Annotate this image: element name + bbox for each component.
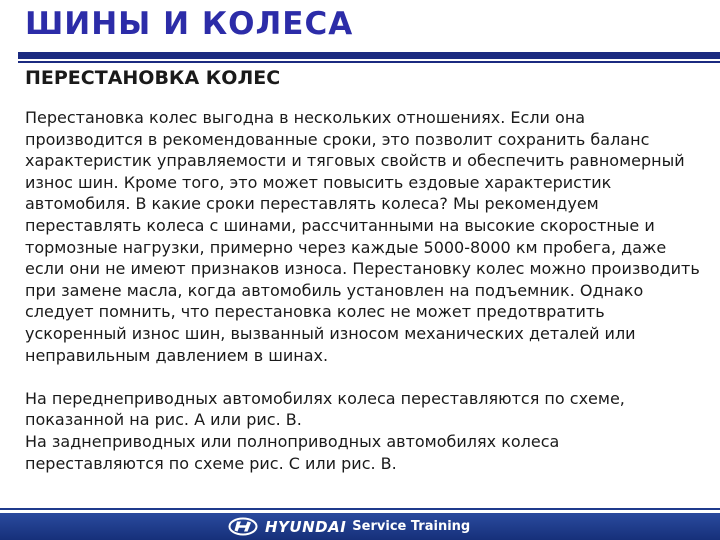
title-divider <box>18 52 720 59</box>
slide-title: ШИНЫ И КОЛЕСА <box>25 6 354 42</box>
footer-brand <box>228 517 470 536</box>
footer-bar <box>0 513 720 540</box>
paragraph-rotation-benefits: Перестановка колес выгодна в нескольких отношениях. Если она производится в рекомендованные сроки, это позволит сохранить баланс характеристик управляемости и тяговых свойств и обеспечить равномерный износ шин. Кроме того, это может повысить ездовые характеристик автомобиля. В какие сроки переставлять колеса? Мы рекомендуем переставлять колеса с шинами, рассчитанными на высокие скоростные и тормозные нагрузки, примерно через каждые 5000-8000 км пробега, даже если они не имеют признаков износа. Перестановку колес можно производить при замене масла, когда автомобиль установлен на подъемник. Однако следует помнить, что перестановка колес не может предотвратить ускоренный износ шин, вызванный износом механических деталей или неправильным давлением в шинах. <box>25 108 700 365</box>
section-heading: ПЕРЕСТАНОВКА КОЛЕС <box>25 67 281 89</box>
body-text <box>25 107 700 474</box>
brand-tagline: Service Training <box>352 519 471 534</box>
brand-name: HYUNDAI <box>265 517 347 536</box>
paragraph-rotation-schemes: На переднеприводных автомобилях колеса переставляются по схеме, показанной на рис. А или рис. В. На заднеприводных или полноприводных автомобилях колеса переставляются по схеме рис. С или рис. В. <box>25 388 625 473</box>
hyundai-logo-icon <box>228 517 258 536</box>
title-divider-thin <box>18 61 720 63</box>
footer-divider <box>0 508 720 510</box>
